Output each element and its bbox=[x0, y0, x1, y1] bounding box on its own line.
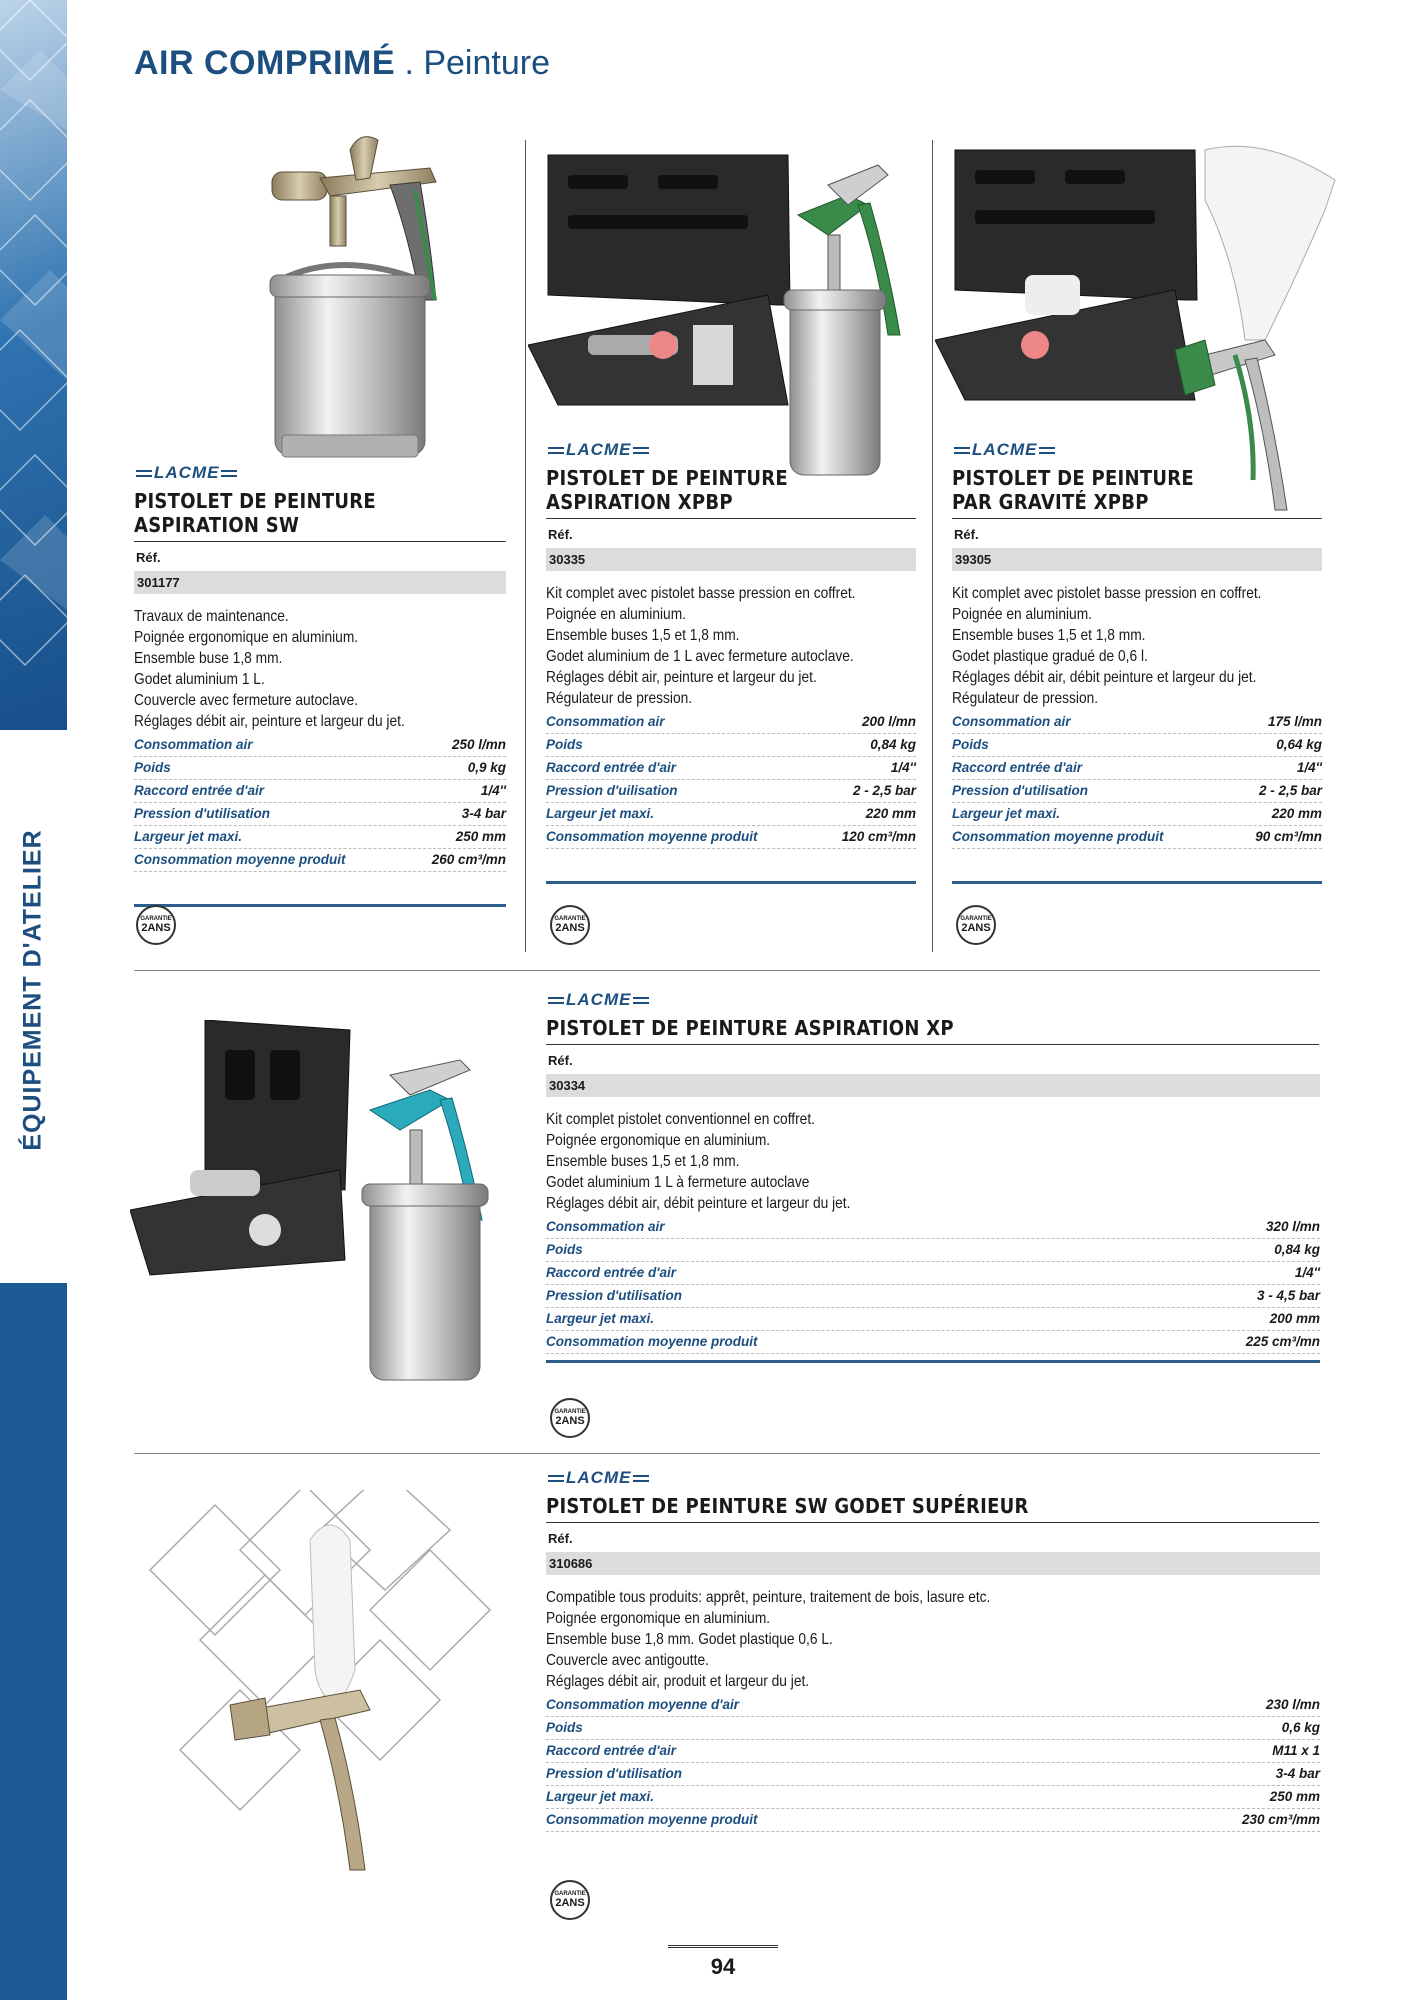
spec-row bbox=[546, 1262, 1320, 1285]
description-line: Ensemble buse 1,8 mm. bbox=[134, 650, 283, 667]
brand-logo bbox=[546, 1468, 1320, 1490]
brand-name: LACME bbox=[566, 440, 632, 459]
product-title bbox=[546, 466, 916, 519]
description-line: Compatible tous produits: apprêt, peinture, traitement de bois, lasure etc. bbox=[546, 1589, 991, 1606]
description-line: Kit complet avec pistolet basse pression en coffret. bbox=[546, 585, 856, 602]
spec-label: Largeur jet maxi. bbox=[546, 1789, 655, 1804]
guarantee-top: GARANTIE bbox=[960, 916, 992, 922]
guarantee-badge bbox=[956, 905, 996, 945]
spec-table bbox=[546, 1216, 1320, 1363]
spec-table bbox=[134, 734, 506, 907]
product-card bbox=[134, 463, 506, 907]
spec-row bbox=[952, 826, 1322, 849]
spec-table bbox=[546, 711, 916, 884]
spec-row bbox=[952, 734, 1322, 757]
spec-row bbox=[546, 1694, 1320, 1717]
spec-label: Consommation moyenne produit bbox=[546, 829, 758, 844]
spec-value: 120 cm³/mn bbox=[841, 829, 916, 844]
description-line: Ensemble buses 1,5 et 1,8 mm. bbox=[952, 627, 1146, 644]
title-line: PISTOLET DE PEINTURE bbox=[546, 466, 788, 490]
spray-gun-kit-photo bbox=[528, 145, 933, 485]
brand-name: LACME bbox=[566, 1468, 632, 1487]
spec-table bbox=[952, 711, 1322, 884]
spec-value: 260 cm³/mn bbox=[431, 852, 506, 867]
spec-row bbox=[546, 734, 916, 757]
title-line: PAR GRAVITÉ XPBP bbox=[952, 490, 1149, 514]
product-card bbox=[546, 440, 916, 884]
spec-label: Largeur jet maxi. bbox=[546, 1311, 655, 1326]
spec-label: Consommation air bbox=[546, 1219, 665, 1234]
brand-logo bbox=[546, 990, 1320, 1012]
spec-value: 250 l/mn bbox=[451, 737, 506, 752]
description-line: Couvercle avec antigoutte. bbox=[546, 1652, 709, 1669]
description-line: Couvercle avec fermeture autoclave. bbox=[134, 692, 359, 709]
spec-value: 0,84 kg bbox=[870, 737, 916, 752]
description-line: Kit complet avec pistolet basse pression en coffret. bbox=[952, 585, 1262, 602]
diamond-pattern-icon bbox=[0, 0, 67, 730]
sidebar-band bbox=[0, 1283, 67, 2000]
product-title bbox=[952, 466, 1322, 519]
brand-bars-icon bbox=[954, 447, 970, 454]
spec-value: 0,84 kg bbox=[1274, 1242, 1320, 1257]
spec-table-end bbox=[952, 881, 1322, 884]
brand-bars-icon bbox=[633, 447, 649, 454]
spec-value: 0,9 kg bbox=[467, 760, 506, 775]
guarantee-top: GARANTIE bbox=[554, 1891, 586, 1897]
brand-bars-icon bbox=[633, 1475, 649, 1482]
spec-label: Consommation moyenne d'air bbox=[546, 1697, 739, 1712]
title-line: ASPIRATION XPBP bbox=[546, 490, 733, 514]
spec-label: Pression d'uilisation bbox=[546, 783, 678, 798]
page-number-value: 94 bbox=[710, 1954, 736, 1979]
spec-row bbox=[952, 757, 1322, 780]
spec-value: 90 cm³/mn bbox=[1255, 829, 1322, 844]
ref-value: 310686 bbox=[546, 1552, 1320, 1575]
ref-label: Réf. bbox=[548, 1053, 573, 1068]
ref-label: Réf. bbox=[954, 527, 979, 542]
spec-row bbox=[546, 1740, 1320, 1763]
brand-name: LACME bbox=[154, 463, 220, 482]
subsection-title: Peinture bbox=[423, 44, 550, 82]
spec-row bbox=[134, 734, 506, 757]
spec-table-end bbox=[134, 904, 506, 907]
spec-value: 250 mm bbox=[455, 829, 506, 844]
spec-label: Pression d'utilisation bbox=[134, 806, 270, 821]
top-cup-gun-photo bbox=[140, 1490, 500, 1890]
brand-bars-icon bbox=[136, 470, 152, 477]
title-line: PISTOLET DE PEINTURE bbox=[952, 466, 1194, 490]
spec-row bbox=[546, 826, 916, 849]
ref-label: Réf. bbox=[136, 550, 161, 565]
description-line: Poignée ergonomique en aluminium. bbox=[134, 629, 359, 646]
spec-value: 3-4 bar bbox=[461, 806, 506, 821]
description-line: Réglages débit air, débit peinture et largeur du jet. bbox=[546, 1195, 851, 1212]
spec-label: Largeur jet maxi. bbox=[952, 806, 1061, 821]
spec-table bbox=[546, 1694, 1320, 1832]
spec-label: Raccord entrée d'air bbox=[546, 1265, 677, 1280]
spec-value: 200 l/mn bbox=[861, 714, 916, 729]
product-description bbox=[546, 583, 915, 709]
spec-label: Largeur jet maxi. bbox=[134, 829, 243, 844]
spec-label: Consommation air bbox=[546, 714, 665, 729]
spec-label: Pression d'utilisation bbox=[546, 1766, 682, 1781]
spec-value: 230 l/mn bbox=[1265, 1697, 1320, 1712]
brand-name: LACME bbox=[972, 440, 1038, 459]
spec-value: 320 l/mn bbox=[1265, 1219, 1320, 1234]
row-divider bbox=[134, 1453, 1320, 1454]
product-description bbox=[952, 583, 1321, 709]
spec-label: Consommation moyenne produit bbox=[952, 829, 1164, 844]
spec-table-end bbox=[546, 1360, 1320, 1363]
brand-bars-icon bbox=[548, 997, 564, 1004]
guarantee-bottom: 2ANS bbox=[961, 922, 991, 934]
spec-value: 3 - 4,5 bar bbox=[1256, 1288, 1320, 1303]
description-line: Poignée en aluminium. bbox=[952, 606, 1092, 623]
product-description bbox=[134, 606, 505, 732]
spec-label: Poids bbox=[134, 760, 171, 775]
spec-label: Raccord entrée d'air bbox=[134, 783, 265, 798]
spec-label: Consommation air bbox=[952, 714, 1071, 729]
spec-value: 0,64 kg bbox=[1276, 737, 1322, 752]
spec-label: Raccord entrée d'air bbox=[952, 760, 1083, 775]
spec-label: Consommation air bbox=[134, 737, 253, 752]
spec-value: M11 x 1 bbox=[1272, 1743, 1320, 1758]
product-title bbox=[546, 1016, 1319, 1045]
spec-label: Raccord entrée d'air bbox=[546, 760, 677, 775]
spec-row bbox=[546, 1285, 1320, 1308]
sidebar-pattern bbox=[0, 0, 67, 730]
guarantee-top: GARANTIE bbox=[554, 1409, 586, 1415]
description-line: Godet aluminium 1 L. bbox=[134, 671, 265, 688]
spec-label: Poids bbox=[546, 737, 583, 752]
spec-row bbox=[546, 1763, 1320, 1786]
product-card bbox=[546, 1468, 1320, 1832]
product-title bbox=[134, 489, 506, 542]
spec-row bbox=[546, 1308, 1320, 1331]
ref-label: Réf. bbox=[548, 527, 573, 542]
description-line: Réglages débit air, produit et largeur du jet. bbox=[546, 1673, 810, 1690]
page-number bbox=[668, 1945, 778, 1980]
guarantee-badge bbox=[550, 905, 590, 945]
spec-row bbox=[546, 1239, 1320, 1262]
title-line: PISTOLET DE PEINTURE ASPIRATION SW bbox=[134, 489, 376, 537]
product-title bbox=[546, 1494, 1319, 1523]
spec-row bbox=[134, 826, 506, 849]
spec-row bbox=[546, 1809, 1320, 1832]
guarantee-badge bbox=[136, 905, 176, 945]
brand-bars-icon bbox=[548, 447, 564, 454]
spec-label: Pression d'utilisation bbox=[546, 1288, 682, 1303]
sidebar bbox=[0, 0, 67, 2000]
spec-value: 220 mm bbox=[865, 806, 916, 821]
description-line: Régulateur de pression. bbox=[546, 690, 693, 707]
spec-row bbox=[546, 1717, 1320, 1740]
description-line: Godet aluminium de 1 L avec fermeture autoclave. bbox=[546, 648, 854, 665]
spec-value: 250 mm bbox=[1269, 1789, 1320, 1804]
spec-value: 230 cm³/mm bbox=[1241, 1812, 1320, 1827]
description-line: Ensemble buse 1,8 mm. Godet plastique 0,6 L. bbox=[546, 1631, 833, 1648]
guarantee-bottom: 2ANS bbox=[555, 1897, 585, 1909]
ref-value: 39305 bbox=[952, 548, 1322, 571]
spec-row bbox=[546, 1786, 1320, 1809]
spec-value: 2 - 2,5 bar bbox=[852, 783, 916, 798]
description-line: Poignée ergonomique en aluminium. bbox=[546, 1610, 771, 1627]
ref-value: 30335 bbox=[546, 548, 916, 571]
brand-name: LACME bbox=[566, 990, 632, 1009]
spec-row bbox=[546, 757, 916, 780]
spec-label: Poids bbox=[546, 1720, 583, 1735]
spec-row bbox=[546, 711, 916, 734]
brand-bars-icon bbox=[548, 1475, 564, 1482]
guarantee-badge bbox=[550, 1398, 590, 1438]
spec-row bbox=[134, 849, 506, 872]
spec-row bbox=[952, 711, 1322, 734]
spray-gun-xp-kit-photo bbox=[130, 1020, 530, 1390]
spec-value: 200 mm bbox=[1269, 1311, 1320, 1326]
spec-row bbox=[134, 803, 506, 826]
page-title bbox=[134, 44, 550, 83]
description-line: Kit complet pistolet conventionnel en coffret. bbox=[546, 1111, 815, 1128]
spec-label: Consommation moyenne produit bbox=[546, 1812, 758, 1827]
title-separator: . bbox=[395, 44, 424, 82]
title-line: PISTOLET DE PEINTURE ASPIRATION XP bbox=[546, 1016, 954, 1040]
ref-value: 30334 bbox=[546, 1074, 1320, 1097]
spec-value: 2 - 2,5 bar bbox=[1258, 783, 1322, 798]
guarantee-top: GARANTIE bbox=[140, 916, 172, 922]
description-line: Réglages débit air, débit peinture et largeur du jet. bbox=[952, 669, 1257, 686]
guarantee-bottom: 2ANS bbox=[555, 1415, 585, 1427]
description-line: Ensemble buses 1,5 et 1,8 mm. bbox=[546, 627, 740, 644]
spec-value: 0,6 kg bbox=[1281, 1720, 1320, 1735]
ref-value: 301177 bbox=[134, 571, 506, 594]
spec-row bbox=[952, 780, 1322, 803]
sidebar-label: ÉQUIPEMENT D'ATELIER bbox=[18, 829, 47, 1151]
spec-label: Pression d'utilisation bbox=[952, 783, 1088, 798]
spec-value: 1/4'' bbox=[1294, 1265, 1320, 1280]
brand-logo bbox=[952, 440, 1322, 462]
guarantee-top: GARANTIE bbox=[554, 916, 586, 922]
spray-gun-photo bbox=[260, 130, 470, 470]
spec-value: 1/4'' bbox=[1296, 760, 1322, 775]
brand-bars-icon bbox=[633, 997, 649, 1004]
title-line: PISTOLET DE PEINTURE SW GODET SUPÉRIEUR bbox=[546, 1494, 1029, 1518]
spec-row bbox=[546, 803, 916, 826]
spec-value: 220 mm bbox=[1271, 806, 1322, 821]
spec-table-end bbox=[546, 881, 916, 884]
description-line: Poignée ergonomique en aluminium. bbox=[546, 1132, 771, 1149]
column-divider bbox=[525, 140, 526, 952]
spec-value: 175 l/mn bbox=[1267, 714, 1322, 729]
spec-label: Raccord entrée d'air bbox=[546, 1743, 677, 1758]
description-line: Ensemble buses 1,5 et 1,8 mm. bbox=[546, 1153, 740, 1170]
spec-row bbox=[952, 803, 1322, 826]
brand-bars-icon bbox=[221, 470, 237, 477]
description-line: Poignée en aluminium. bbox=[546, 606, 686, 623]
spec-label: Poids bbox=[546, 1242, 583, 1257]
guarantee-bottom: 2ANS bbox=[141, 922, 171, 934]
spec-value: 3-4 bar bbox=[1275, 1766, 1320, 1781]
spec-label: Consommation moyenne produit bbox=[134, 852, 346, 867]
row-divider bbox=[134, 970, 1320, 971]
description-line: Travaux de maintenance. bbox=[134, 608, 289, 625]
description-line: Godet plastique gradué de 0,6 l. bbox=[952, 648, 1148, 665]
ref-label: Réf. bbox=[548, 1531, 573, 1546]
spec-row bbox=[134, 780, 506, 803]
product-card bbox=[952, 440, 1322, 884]
product-card bbox=[546, 990, 1320, 1363]
page-number-rule bbox=[668, 1945, 778, 1948]
spec-value: 225 cm³/mn bbox=[1245, 1334, 1320, 1349]
spec-row bbox=[546, 780, 916, 803]
brand-bars-icon bbox=[1039, 447, 1055, 454]
description-line: Réglages débit air, peinture et largeur du jet. bbox=[134, 713, 405, 730]
guarantee-badge bbox=[550, 1880, 590, 1920]
guarantee-bottom: 2ANS bbox=[555, 922, 585, 934]
product-description bbox=[546, 1587, 1318, 1692]
brand-logo bbox=[546, 440, 916, 462]
section-title: AIR COMPRIMÉ bbox=[134, 44, 395, 82]
spec-label: Poids bbox=[952, 737, 989, 752]
spec-label: Consommation moyenne produit bbox=[546, 1334, 758, 1349]
description-line: Godet aluminium 1 L à fermeture autoclave bbox=[546, 1174, 810, 1191]
spec-value: 1/4'' bbox=[480, 783, 506, 798]
description-line: Réglages débit air, peinture et largeur du jet. bbox=[546, 669, 817, 686]
spec-row bbox=[546, 1331, 1320, 1354]
description-line: Régulateur de pression. bbox=[952, 690, 1099, 707]
spec-row bbox=[546, 1216, 1320, 1239]
product-description bbox=[546, 1109, 1318, 1214]
brand-logo bbox=[134, 463, 506, 485]
spec-row bbox=[134, 757, 506, 780]
spec-value: 1/4'' bbox=[890, 760, 916, 775]
spec-label: Largeur jet maxi. bbox=[546, 806, 655, 821]
